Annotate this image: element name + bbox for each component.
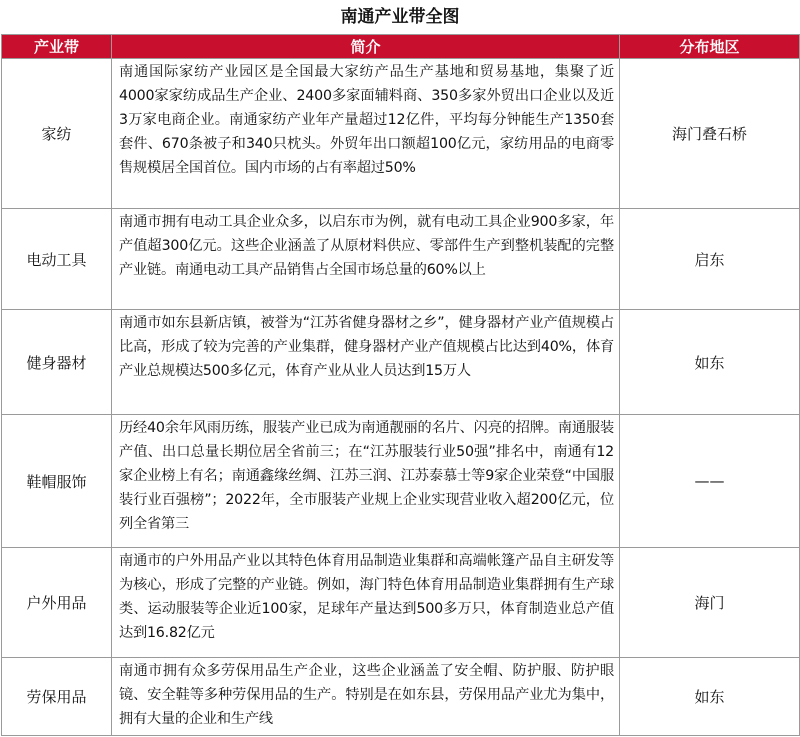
- table-row: [2, 310, 800, 415]
- row-region: 启东: [620, 209, 800, 310]
- row-description: 历经40余年风雨历练，服装产业已成为南通靓丽的名片、闪亮的招牌。南通服装产值、出口总量长期位居全省前三；在“江苏服装行业50强”排名中，南通有12家企业榜上有名；南通鑫缘丝绸、江苏三润、江苏泰慕士等9家企业荣登“中国服装行业百强榜”；2022年，全市服装产业规上企业实现营业收入超200亿元，位列全省第三: [112, 415, 620, 548]
- row-region: ——: [620, 415, 800, 548]
- table-row: [2, 658, 800, 736]
- row-description: 南通市的户外用品产业以其特色体育用品制造业集群和高端帐篷产品自主研发等为核心，形成了完整的产业链。例如，海门特色体育用品制造业集群拥有生产球类、运动服装等企业近100家，足球年产量达到500多万只，体育制造业总产值达到16.82亿元: [112, 548, 620, 658]
- industry-table: [1, 34, 800, 736]
- header-category: 产业带: [2, 35, 112, 59]
- row-description: 南通市拥有电动工具企业众多，以启东市为例，就有电动工具企业900多家，年产值超300亿元。这些企业涵盖了从原材料供应、零部件生产到整机装配的完整产业链。南通电动工具产品销售占全国市场总量的60%以上: [112, 209, 620, 310]
- page-title: 南通产业带全图: [340, 7, 460, 27]
- header-region: 分布地区: [620, 35, 800, 59]
- header-description: 简介: [112, 35, 620, 59]
- table-row: [2, 548, 800, 658]
- table-row: [2, 415, 800, 548]
- table-header-row: [2, 35, 800, 59]
- row-category: 电动工具: [2, 209, 112, 310]
- row-description: 南通市拥有众多劳保用品生产企业，这些企业涵盖了安全帽、防护服、防护眼镜、安全鞋等多种劳保用品的生产。特别是在如东县，劳保用品产业尤为集中，拥有大量的企业和生产线: [112, 658, 620, 736]
- row-category: 家纺: [2, 59, 112, 209]
- row-category: 健身器材: [2, 310, 112, 415]
- table-row: [2, 59, 800, 209]
- row-region: 海门叠石桥: [620, 59, 800, 209]
- row-description: 南通市如东县新店镇，被誉为“江苏省健身器材之乡”，健身器材产业产值规模占比高，形成了较为完善的产业集群，健身器材产业产值规模占比达到40%，体育产业总规模达500多亿元，体育产业从业人员达到15万人: [112, 310, 620, 415]
- row-region: 海门: [620, 548, 800, 658]
- row-category: 户外用品: [2, 548, 112, 658]
- row-region: 如东: [620, 658, 800, 736]
- row-region: 如东: [620, 310, 800, 415]
- row-description: 南通国际家纺产业园区是全国最大家纺产品生产基地和贸易基地，集聚了近4000家家纺成品生产企业、2400多家面辅料商、350多家外贸出口企业以及近3万家电商企业。南通家纺产业年产量超过12亿件，平均每分钟能生产1350套套件、670条被子和340只枕头。外贸年出口额超100亿元，家纺用品的电商零售规模居全国首位。国内市场的占有率超过50%: [112, 59, 620, 209]
- row-category: 鞋帽服饰: [2, 415, 112, 548]
- row-category: 劳保用品: [2, 658, 112, 736]
- table-row: [2, 209, 800, 310]
